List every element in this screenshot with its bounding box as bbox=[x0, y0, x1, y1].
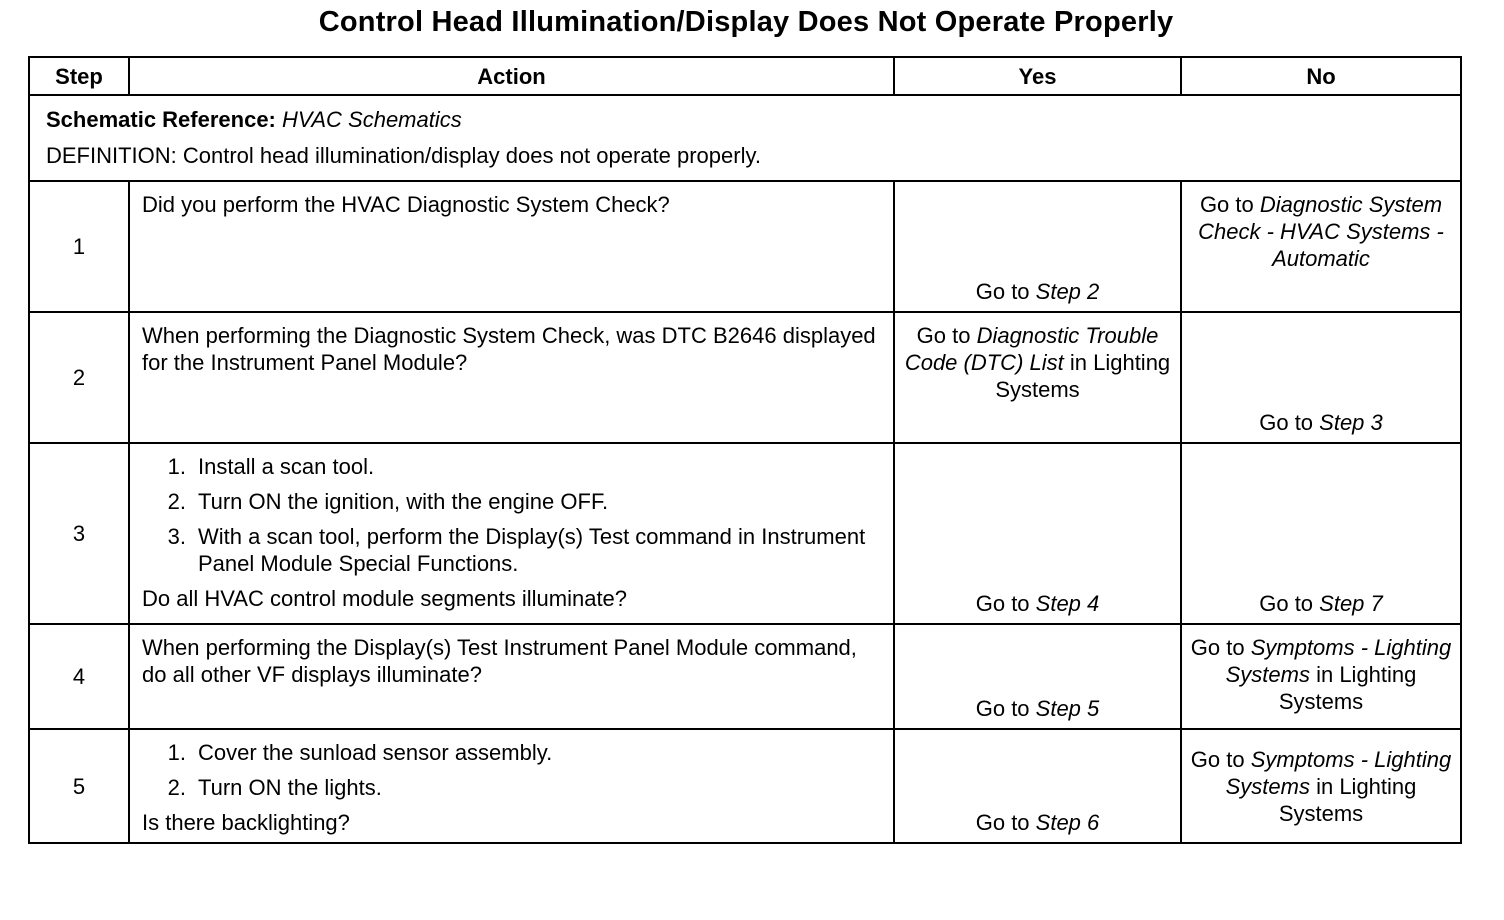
table-row bbox=[29, 624, 1461, 729]
yes-prefix: Go to bbox=[916, 323, 977, 348]
no-cell bbox=[1181, 624, 1461, 729]
substep-text: Cover the sunload sensor assembly. bbox=[198, 740, 553, 765]
no-cell bbox=[1181, 312, 1461, 443]
yes-cell bbox=[894, 443, 1181, 624]
substep-item bbox=[142, 453, 881, 480]
no-prefix: Go to bbox=[1259, 591, 1320, 616]
schematic-reference-link[interactable]: HVAC Schematics bbox=[282, 107, 462, 132]
substep-text: Turn ON the ignition, with the engine OFF. bbox=[198, 489, 609, 514]
yes-cell bbox=[894, 624, 1181, 729]
substep-number: 3. bbox=[167, 524, 186, 549]
table-row bbox=[29, 729, 1461, 843]
page-title: Control Head Illumination/Display Does Not Operate Properly bbox=[318, 6, 1174, 38]
substep-text: Install a scan tool. bbox=[198, 454, 375, 479]
action-cell bbox=[129, 729, 894, 843]
substep-item bbox=[142, 774, 881, 801]
substep-number: 2. bbox=[167, 489, 186, 514]
reference-cell bbox=[29, 95, 1461, 181]
substep-item bbox=[142, 739, 881, 766]
substep-item bbox=[142, 523, 881, 577]
yes-cell bbox=[894, 729, 1181, 843]
table-row bbox=[29, 312, 1461, 443]
step-number: 4 bbox=[29, 624, 129, 729]
reference-row bbox=[29, 95, 1461, 181]
table-row bbox=[29, 443, 1461, 624]
schematic-reference-label: Schematic Reference: bbox=[46, 107, 276, 132]
question-text: Do all HVAC control module segments illuminate? bbox=[142, 586, 628, 611]
header-no: No bbox=[1181, 57, 1461, 95]
substep-item bbox=[142, 488, 881, 515]
no-cell bbox=[1181, 181, 1461, 312]
step-number: 3 bbox=[29, 443, 129, 624]
header-row bbox=[29, 57, 1461, 95]
no-prefix: Go to bbox=[1199, 192, 1260, 217]
action-text: Did you perform the HVAC Diagnostic System Check? bbox=[129, 181, 894, 312]
no-link[interactable]: Symptoms - Lighting Systems bbox=[1225, 635, 1452, 687]
yes-link[interactable]: Step 2 bbox=[1035, 279, 1100, 304]
no-suffix: in Lighting Systems bbox=[1278, 773, 1417, 826]
no-prefix: Go to bbox=[1259, 410, 1320, 435]
no-cell bbox=[1181, 443, 1461, 624]
substep-text: Turn ON the lights. bbox=[198, 775, 382, 800]
yes-prefix: Go to bbox=[975, 696, 1036, 721]
no-cell bbox=[1181, 729, 1461, 843]
yes-link[interactable]: Step 5 bbox=[1035, 696, 1100, 721]
step-number: 1 bbox=[29, 181, 129, 312]
no-link[interactable]: Step 3 bbox=[1319, 410, 1383, 435]
substep-number: 2. bbox=[167, 775, 186, 800]
no-suffix: in Lighting Systems bbox=[1278, 662, 1417, 714]
diagnostic-table bbox=[28, 56, 1462, 844]
header-action: Action bbox=[129, 57, 894, 95]
yes-suffix: in Lighting Systems bbox=[995, 350, 1171, 402]
no-link[interactable]: Step 7 bbox=[1319, 591, 1383, 616]
step-number: 2 bbox=[29, 312, 129, 443]
no-prefix: Go to bbox=[1190, 635, 1251, 660]
step-number: 5 bbox=[29, 729, 129, 843]
action-cell bbox=[129, 443, 894, 624]
yes-cell bbox=[894, 181, 1181, 312]
header-step: Step bbox=[29, 57, 129, 95]
yes-prefix: Go to bbox=[975, 810, 1036, 835]
schematic-reference bbox=[46, 102, 1446, 138]
table-row bbox=[29, 181, 1461, 312]
yes-prefix: Go to bbox=[975, 279, 1036, 304]
substep-list bbox=[142, 453, 881, 577]
substep-text: With a scan tool, perform the Display(s) Test command in Instrument Panel Module Special Functions. bbox=[198, 524, 866, 576]
no-link[interactable]: Diagnostic System Check - HVAC Systems - Automatic bbox=[1198, 192, 1444, 271]
yes-cell bbox=[894, 312, 1181, 443]
yes-link[interactable]: Step 4 bbox=[1035, 591, 1100, 616]
header-yes: Yes bbox=[894, 57, 1181, 95]
no-prefix: Go to bbox=[1190, 746, 1251, 772]
substep-number: 1. bbox=[167, 454, 186, 479]
no-link[interactable]: Symptoms - Lighting Systems bbox=[1225, 746, 1452, 799]
definition-text: DEFINITION: Control head illumination/display does not operate properly. bbox=[46, 143, 761, 168]
yes-link[interactable]: Step 6 bbox=[1035, 810, 1100, 835]
yes-link[interactable]: Diagnostic Trouble Code (DTC) List bbox=[904, 323, 1159, 375]
yes-prefix: Go to bbox=[975, 591, 1036, 616]
substep-list bbox=[142, 739, 881, 801]
action-text: When performing the Diagnostic System Check, was DTC B2646 displayed for the Instrument Panel Module? bbox=[129, 312, 894, 443]
action-text: When performing the Display(s) Test Instrument Panel Module command, do all other VF displays illuminate? bbox=[129, 624, 894, 729]
question-text: Is there backlighting? bbox=[142, 810, 350, 835]
substep-number: 1. bbox=[167, 740, 186, 765]
